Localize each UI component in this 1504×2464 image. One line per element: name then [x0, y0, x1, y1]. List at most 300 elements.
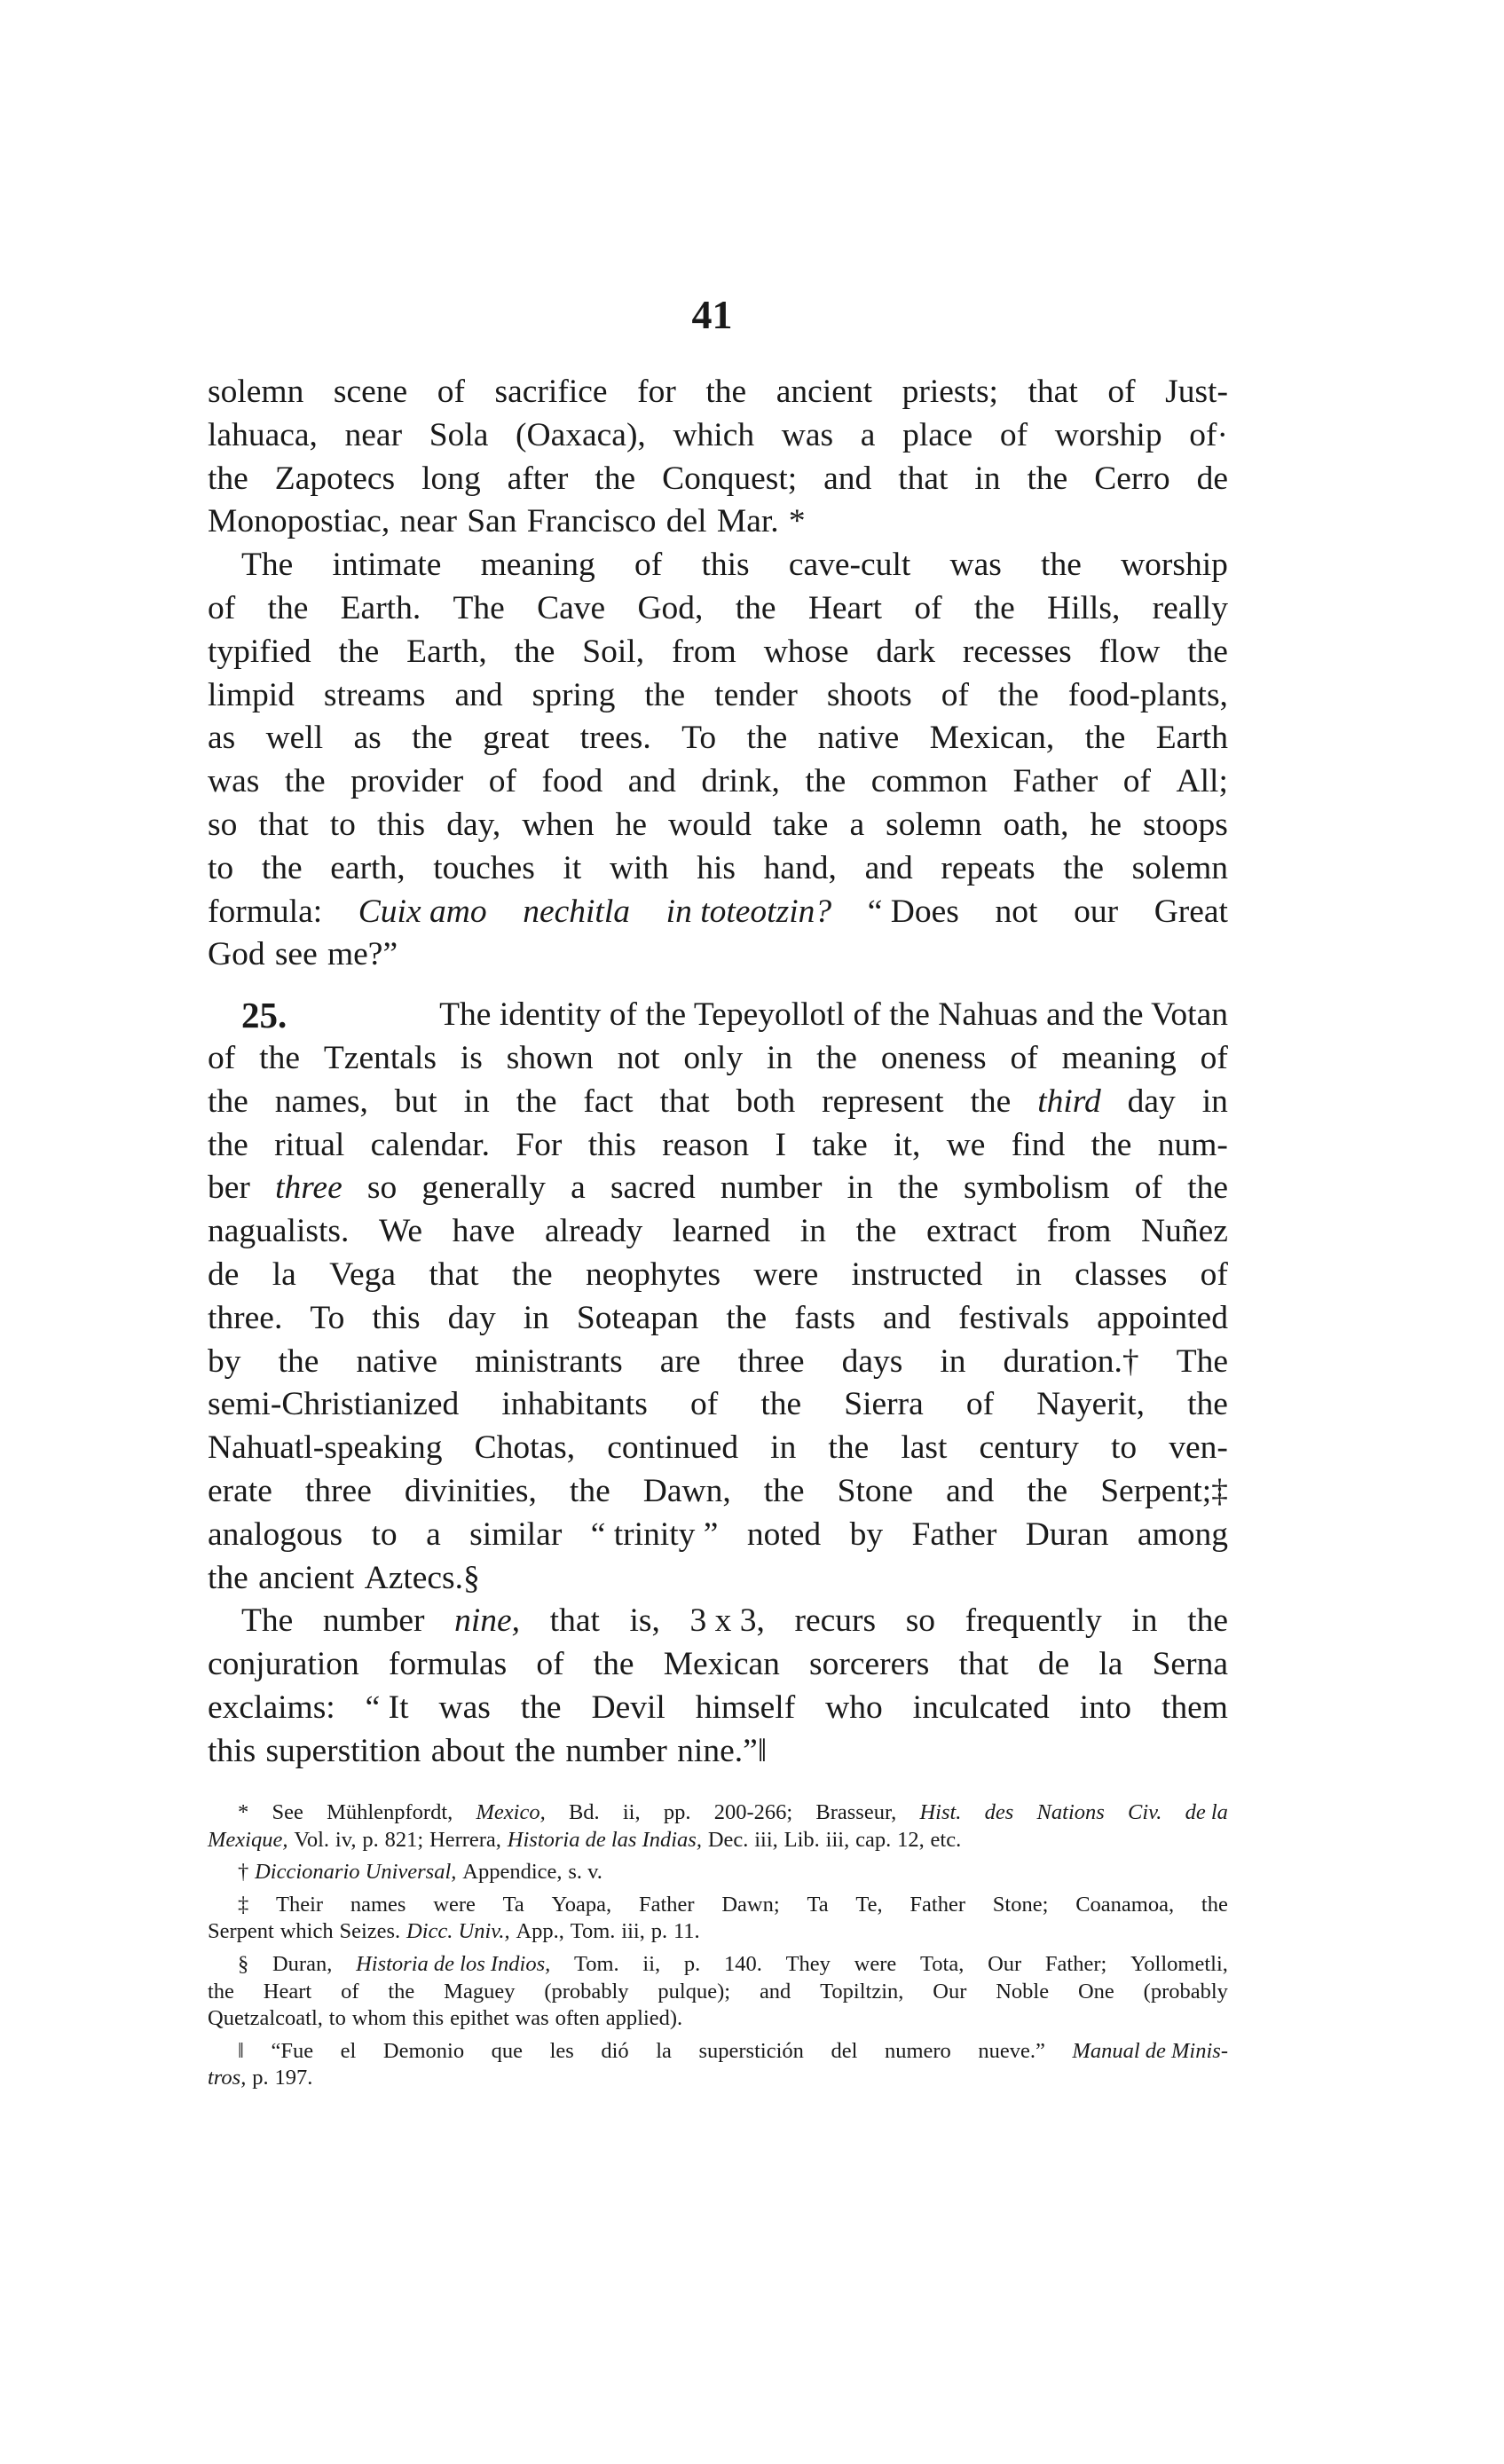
word: Historia de los Indios,	[356, 1951, 551, 1976]
word: Herrera,	[429, 1827, 501, 1852]
text-line	[208, 1557, 1228, 1601]
word: in	[523, 1299, 549, 1336]
word: the	[1027, 460, 1068, 497]
word: the	[511, 1256, 553, 1293]
word: this	[208, 1732, 256, 1769]
word: that	[258, 806, 309, 843]
word: inculcated	[912, 1689, 1050, 1726]
text-line	[208, 847, 1228, 891]
word: Brasseur,	[815, 1800, 897, 1824]
word: Hills,	[1047, 589, 1121, 626]
word: ii,	[642, 1951, 661, 1976]
word: priests;	[902, 374, 998, 410]
word: epithet	[450, 2006, 509, 2031]
word: of	[437, 374, 465, 410]
text-line	[208, 1124, 1228, 1168]
word: would	[668, 806, 752, 843]
word: of·	[1189, 416, 1228, 453]
word: 3 x 3,	[689, 1602, 765, 1640]
word: the	[1063, 849, 1105, 886]
word: Diccionario Universal,	[255, 1860, 457, 1885]
word: numero	[884, 2038, 951, 2063]
word: God	[208, 936, 265, 973]
word: applied).	[605, 2006, 683, 2031]
word: des	[984, 1800, 1014, 1824]
text-line	[208, 1979, 1228, 2006]
paragraph	[208, 371, 1228, 544]
word: Father	[911, 1515, 997, 1553]
word: the	[855, 1213, 897, 1250]
word: que	[491, 2038, 524, 2063]
word: (probably	[544, 1979, 629, 2003]
word: the	[970, 1082, 1012, 1120]
word: to	[329, 806, 356, 843]
word: only	[683, 1039, 744, 1076]
word: native	[817, 720, 900, 757]
word: he	[615, 806, 648, 843]
word: this	[372, 1299, 421, 1336]
word: the	[1201, 1892, 1228, 1917]
word: the	[828, 1429, 870, 1467]
word: of	[914, 589, 942, 626]
word: erate	[208, 1472, 272, 1509]
word: ancient	[258, 1559, 355, 1596]
word: was	[438, 1689, 491, 1726]
word: in	[940, 1342, 966, 1380]
word: the	[514, 633, 555, 670]
word: limpid	[208, 676, 295, 713]
word: so	[208, 806, 238, 843]
word: and	[946, 1472, 995, 1509]
word: lahuaca,	[208, 416, 318, 453]
word: de la	[1185, 1800, 1228, 1824]
word: oath,	[1003, 806, 1069, 843]
word: Earth	[1155, 720, 1228, 757]
word: Mexico,	[476, 1800, 546, 1824]
word: the	[284, 763, 326, 800]
text-line	[208, 1254, 1228, 1297]
word: Great	[1154, 893, 1228, 930]
page-number: 41	[691, 292, 733, 337]
word: is,	[629, 1602, 660, 1640]
word: the	[1187, 1386, 1228, 1423]
word: Chotas,	[474, 1429, 576, 1467]
word: del	[831, 2038, 858, 2063]
word: shown	[506, 1039, 594, 1076]
word: this	[587, 1126, 636, 1163]
word: the	[1187, 1169, 1228, 1207]
word: have	[452, 1213, 516, 1250]
word: names,	[274, 1082, 368, 1120]
word: as	[208, 720, 236, 757]
word: Nahuatl-speaking	[208, 1429, 443, 1467]
word: Historia de las Indias,	[507, 1827, 702, 1852]
word: sacred	[610, 1169, 696, 1207]
word: The	[241, 1602, 294, 1640]
word: the	[805, 763, 846, 800]
word: days	[841, 1342, 903, 1380]
word: la	[1098, 1646, 1123, 1683]
word: ‖	[238, 2038, 244, 2063]
word: Tota,	[920, 1951, 965, 1976]
word: They	[785, 1951, 831, 1976]
word: about	[430, 1732, 506, 1769]
word: century	[979, 1429, 1079, 1467]
word: formula:	[208, 893, 323, 930]
word: ‡	[238, 1892, 249, 1917]
word: day	[447, 1299, 496, 1336]
word: the	[569, 1472, 610, 1509]
word: to	[328, 2006, 346, 2031]
word: Dawn,	[642, 1472, 731, 1509]
word: de	[1037, 1646, 1070, 1683]
word: Sierra	[844, 1386, 924, 1423]
word: nagualists.	[208, 1213, 350, 1250]
word: Bd.	[568, 1800, 600, 1824]
word: inhabitants	[501, 1386, 648, 1423]
word: Their	[276, 1892, 324, 1917]
word: food	[541, 763, 603, 800]
word: the	[208, 1126, 248, 1163]
word: Dec.	[707, 1827, 749, 1852]
word: with	[609, 849, 669, 886]
word: The	[1176, 1342, 1228, 1380]
word: our	[1074, 893, 1119, 930]
word: superstición	[698, 2038, 804, 2063]
word: iii,	[754, 1827, 778, 1852]
text-line	[208, 1951, 1228, 1979]
word: p.	[252, 2066, 269, 2090]
word: of	[689, 1386, 719, 1423]
word: Cerro	[1094, 460, 1170, 497]
word: §	[238, 1951, 249, 1976]
text-line	[208, 994, 1228, 1037]
word: Civ.	[1128, 1800, 1162, 1824]
word: ven-	[1169, 1429, 1228, 1467]
word: symbolism	[963, 1169, 1110, 1207]
word: p.	[362, 1827, 379, 1852]
word: Dicc. Univ.,	[406, 1919, 510, 1944]
word: Conquest;	[662, 460, 798, 497]
word: in	[1015, 1256, 1042, 1293]
word: the	[816, 1039, 857, 1076]
word: the	[208, 1979, 234, 2003]
word: the	[208, 460, 248, 497]
word: Heart	[807, 589, 883, 626]
word: of	[1200, 1256, 1228, 1293]
word: festivals	[958, 1299, 1070, 1336]
word: Serna	[1152, 1646, 1228, 1683]
word: Francisco	[526, 503, 657, 540]
text-line	[208, 1687, 1228, 1730]
word: number	[720, 1169, 823, 1207]
word: Father	[909, 1892, 966, 1917]
word: iii,	[621, 1919, 645, 1944]
text-line	[208, 1600, 1228, 1643]
word: this	[701, 547, 750, 584]
word: conjuration	[208, 1646, 359, 1683]
word: superstition	[265, 1732, 421, 1769]
word: that	[1028, 374, 1078, 410]
word: was	[949, 547, 1002, 584]
word: the	[208, 1559, 248, 1596]
text-line	[208, 371, 1228, 414]
text-line	[208, 1859, 1228, 1886]
word: worship	[1121, 547, 1228, 584]
word: typified	[208, 633, 311, 670]
word: Manual de Minis-	[1072, 2038, 1228, 2063]
word: noted	[746, 1515, 822, 1553]
text-line	[208, 544, 1228, 587]
word: Zapotecs	[274, 460, 396, 497]
word: Mühlenpfordt,	[327, 1800, 453, 1824]
word: as	[353, 720, 382, 757]
word: the	[388, 1979, 415, 2003]
word: the	[1187, 1602, 1228, 1640]
word: pulque);	[658, 1979, 731, 2003]
word: Demonio	[382, 2038, 465, 2063]
paragraph	[208, 1600, 1228, 1773]
word: the	[997, 676, 1039, 713]
word: long	[421, 460, 481, 497]
word: it	[563, 849, 582, 886]
word: worship	[1054, 416, 1162, 453]
word: Lib.	[783, 1827, 820, 1852]
word: Nuñez	[1141, 1213, 1228, 1250]
word: of	[341, 1979, 359, 2003]
word: analogous	[208, 1515, 343, 1553]
paragraph	[208, 544, 1228, 977]
word: that	[659, 1082, 710, 1120]
word: Mexican	[663, 1646, 780, 1683]
word: See	[272, 1800, 303, 1824]
word: p.	[683, 1951, 701, 1976]
word: in	[846, 1169, 873, 1207]
word: “ Does	[867, 893, 959, 930]
footnote	[208, 2038, 1228, 2092]
word: ber	[208, 1169, 250, 1207]
word: One	[1077, 1979, 1114, 2003]
word: Nayerit,	[1036, 1386, 1145, 1423]
word: this	[376, 806, 426, 843]
word: Topiltzin,	[820, 1979, 904, 2003]
word: Vega	[329, 1256, 397, 1293]
word: fasts	[794, 1299, 855, 1336]
word: Monopostiac,	[208, 503, 390, 540]
word: was	[515, 2006, 549, 2031]
word: ii,	[622, 1800, 641, 1824]
word: Mexique,	[208, 1827, 288, 1852]
text-line	[208, 933, 1228, 977]
text-line	[208, 1383, 1228, 1427]
word: of	[208, 589, 236, 626]
word: Just-	[1165, 374, 1228, 410]
word: solemn	[886, 806, 982, 843]
word: exclaims:	[208, 1689, 335, 1726]
word: which	[673, 416, 755, 453]
word: the	[705, 374, 747, 410]
text-line	[208, 500, 1228, 544]
word: p.	[650, 1919, 668, 1944]
word: tros,	[208, 2066, 247, 2090]
word: in	[1131, 1602, 1158, 1640]
word: Duran,	[272, 1951, 333, 1976]
word: Serpent;‡	[1100, 1472, 1228, 1509]
word: whose	[763, 633, 849, 670]
word: Father	[638, 1892, 695, 1917]
word: the	[644, 676, 686, 713]
word: the	[593, 1646, 634, 1683]
word: food-plants,	[1067, 676, 1228, 713]
word: three	[737, 1342, 805, 1380]
word: to	[371, 1515, 398, 1553]
word: Devil	[591, 1689, 665, 1726]
word: in	[463, 1082, 490, 1120]
word: last	[901, 1429, 948, 1467]
word: the	[897, 1169, 939, 1207]
word: sacrifice	[494, 374, 608, 410]
word: 140.	[723, 1951, 762, 1976]
word: pp.	[663, 1800, 691, 1824]
word: Earth.	[340, 589, 421, 626]
word: formulas	[388, 1646, 508, 1683]
word: Yollometli,	[1130, 1951, 1228, 1976]
text-line	[208, 1427, 1228, 1470]
word: were	[433, 1892, 476, 1917]
word: divinities,	[404, 1472, 537, 1509]
word: the	[746, 720, 788, 757]
word: frequently	[965, 1602, 1102, 1640]
word: Mar.	[716, 503, 779, 540]
word: of	[1107, 374, 1136, 410]
word: from	[1046, 1213, 1112, 1250]
word: is	[460, 1039, 483, 1076]
word: ministrants	[475, 1342, 623, 1380]
word: trees.	[579, 720, 651, 757]
word: fact	[583, 1082, 634, 1120]
word: semi-Christianized	[208, 1386, 460, 1423]
word: provider	[350, 763, 464, 800]
word: el	[340, 2038, 357, 2063]
word: a	[426, 1515, 441, 1553]
word: Seizes.	[339, 1919, 401, 1944]
word: after	[507, 460, 569, 497]
word: of	[1134, 1169, 1162, 1207]
word: find	[1011, 1126, 1066, 1163]
word: Vol.	[294, 1827, 330, 1852]
word: For	[516, 1126, 563, 1163]
word: learned	[672, 1213, 771, 1250]
word: in	[974, 460, 1001, 497]
word: his	[697, 849, 736, 886]
word: the	[763, 1472, 805, 1509]
word: not	[995, 893, 1038, 930]
word: the	[516, 1082, 557, 1120]
word: nine.”‖	[677, 1732, 768, 1769]
word: Mexican,	[929, 720, 1055, 757]
word: of	[208, 1039, 236, 1076]
word: Nations	[1036, 1800, 1105, 1824]
word: Stone;	[992, 1892, 1049, 1917]
word: was	[208, 763, 260, 800]
word: the	[1091, 1126, 1132, 1163]
word: *	[788, 503, 806, 540]
word: flow	[1098, 633, 1161, 670]
word: of	[941, 676, 969, 713]
word: so	[366, 1169, 398, 1207]
word: To	[310, 1299, 345, 1336]
word: the	[412, 720, 453, 757]
text-line	[208, 1341, 1228, 1384]
word: I	[775, 1126, 786, 1163]
word: The	[241, 547, 294, 584]
word: them	[1161, 1689, 1228, 1726]
word: God,	[637, 589, 704, 626]
word: Soteapan	[576, 1299, 699, 1336]
word: “ trinity ”	[590, 1515, 719, 1553]
word: intimate	[332, 547, 442, 584]
word: tender	[714, 676, 798, 713]
word: We	[378, 1213, 422, 1250]
text-line	[208, 2038, 1228, 2066]
word: ritual	[274, 1126, 345, 1163]
word: of	[1010, 1039, 1038, 1076]
word: meaning	[480, 547, 595, 584]
word: day,	[446, 806, 501, 843]
word: really	[1152, 589, 1228, 626]
word: hand,	[763, 849, 837, 886]
word: spring	[532, 676, 616, 713]
word: solemn	[1131, 849, 1228, 886]
word: meaning	[1061, 1039, 1177, 1076]
word: this	[412, 2006, 445, 2031]
word: the	[520, 1689, 562, 1726]
word: shoots	[826, 676, 912, 713]
word: the	[595, 460, 636, 497]
word: Hist.	[919, 1800, 962, 1824]
word: common	[870, 763, 988, 800]
word: whom	[351, 2006, 406, 2031]
word: three	[275, 1169, 343, 1207]
word: the	[1041, 547, 1082, 584]
word: native	[356, 1342, 438, 1380]
word: names	[350, 1892, 406, 1917]
word: that	[958, 1646, 1009, 1683]
word: Sola	[429, 416, 489, 453]
text-line	[208, 1643, 1228, 1687]
word: the	[735, 589, 776, 626]
word: the	[1084, 720, 1126, 757]
footnote	[208, 1799, 1228, 1854]
word: Heart	[263, 1979, 312, 2003]
word: three	[304, 1472, 372, 1509]
word: dark	[876, 633, 935, 670]
word: who	[825, 1689, 883, 1726]
word: of	[488, 763, 516, 800]
word: cap.	[855, 1827, 892, 1852]
word: dió	[601, 2038, 629, 2063]
word: for	[637, 374, 676, 410]
word: s. v.	[568, 1860, 602, 1885]
word: 11.	[673, 1919, 700, 1944]
word: (probably	[1143, 1979, 1228, 2003]
word: to	[208, 849, 234, 886]
word: Soil,	[582, 633, 645, 670]
word: well	[265, 720, 324, 757]
word: 12,	[897, 1827, 925, 1852]
word: ancient	[776, 374, 873, 410]
word: in	[770, 1429, 797, 1467]
